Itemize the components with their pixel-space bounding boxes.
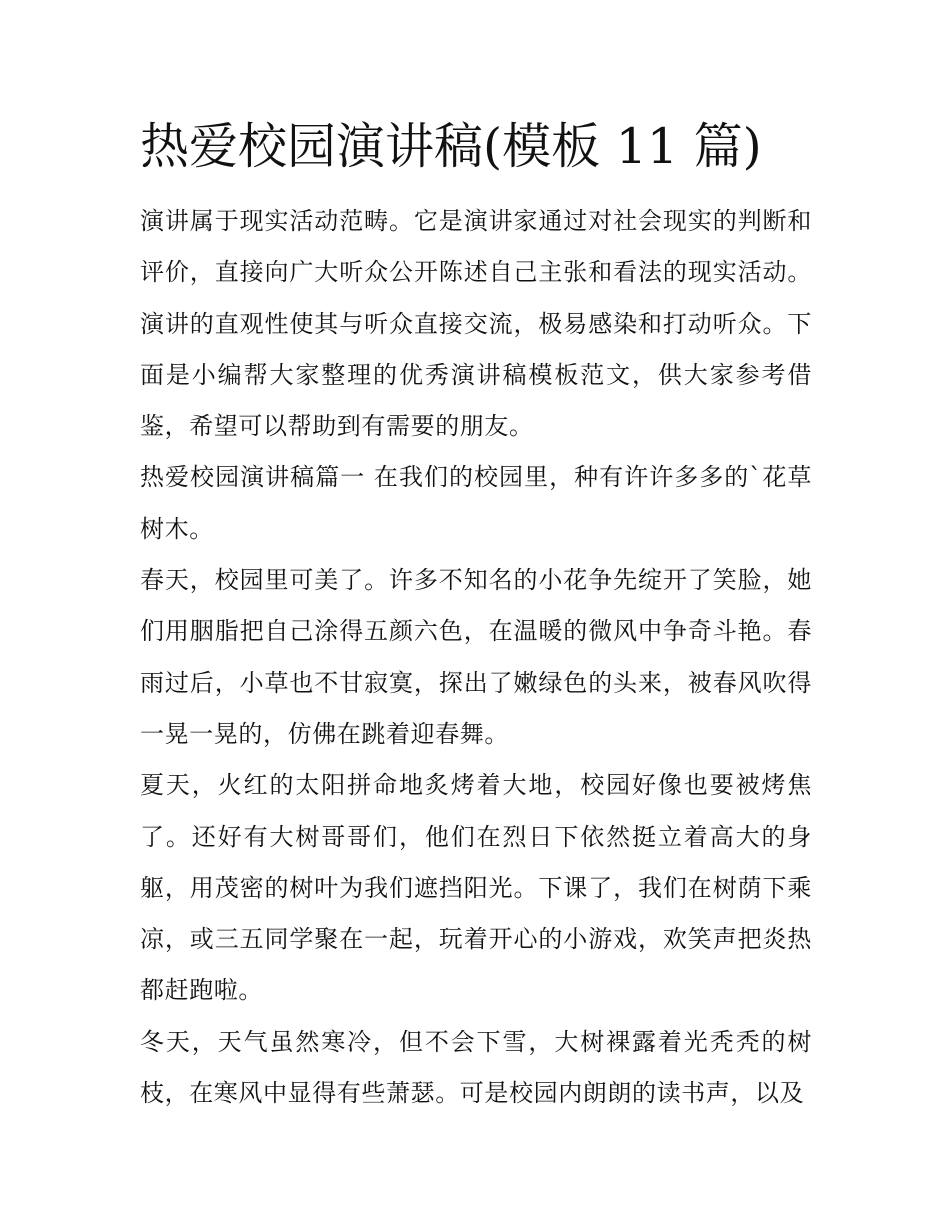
document-title: 热爱校园演讲稿(模板 11 篇) <box>140 118 762 175</box>
paragraph-spring: 春天，校园里可美了。许多不知名的小花争先绽开了笑脸，她们用胭脂把自己涂得五颜六色，在温暖的微风中争奇斗艳。春雨过后，小草也不甘寂寞，探出了嫩绿色的头来，被春风吹得一晃一晃的，仿佛在跳着迎春舞。 <box>140 566 812 748</box>
document-body <box>140 196 812 1119</box>
paragraph-summer: 夏天，火红的太阳拼命地炙烤着大地，校园好像也要被烤焦了。还好有大树哥哥们，他们在烈日下依然挺立着高大的身躯，用茂密的树叶为我们遮挡阳光。下课了，我们在树荫下乘凉，或三五同学聚在一起，玩着开心的小游戏，欢笑声把炎热都赶跑啦。 <box>140 771 812 1005</box>
paragraph-winter: 冬天，天气虽然寒冷，但不会下雪，大树裸露着光秃秃的树枝，在寒风中显得有些萧瑟。可是校园内朗朗的读书声，以及 <box>140 1027 812 1108</box>
paragraph-intro: 演讲属于现实活动范畴。它是演讲家通过对社会现实的判断和评价，直接向广大听众公开陈述自己主张和看法的现实活动。演讲的直观性使其与听众直接交流，极易感染和打动听众。下面是小编帮大家整理的优秀演讲稿模板范文，供大家参考借鉴，希望可以帮助到有需要的朋友。 <box>140 207 812 441</box>
paragraph-section-one: 热爱校园演讲稿篇一 在我们的校园里，种有许许多多的`花草树木。 <box>140 463 812 543</box>
